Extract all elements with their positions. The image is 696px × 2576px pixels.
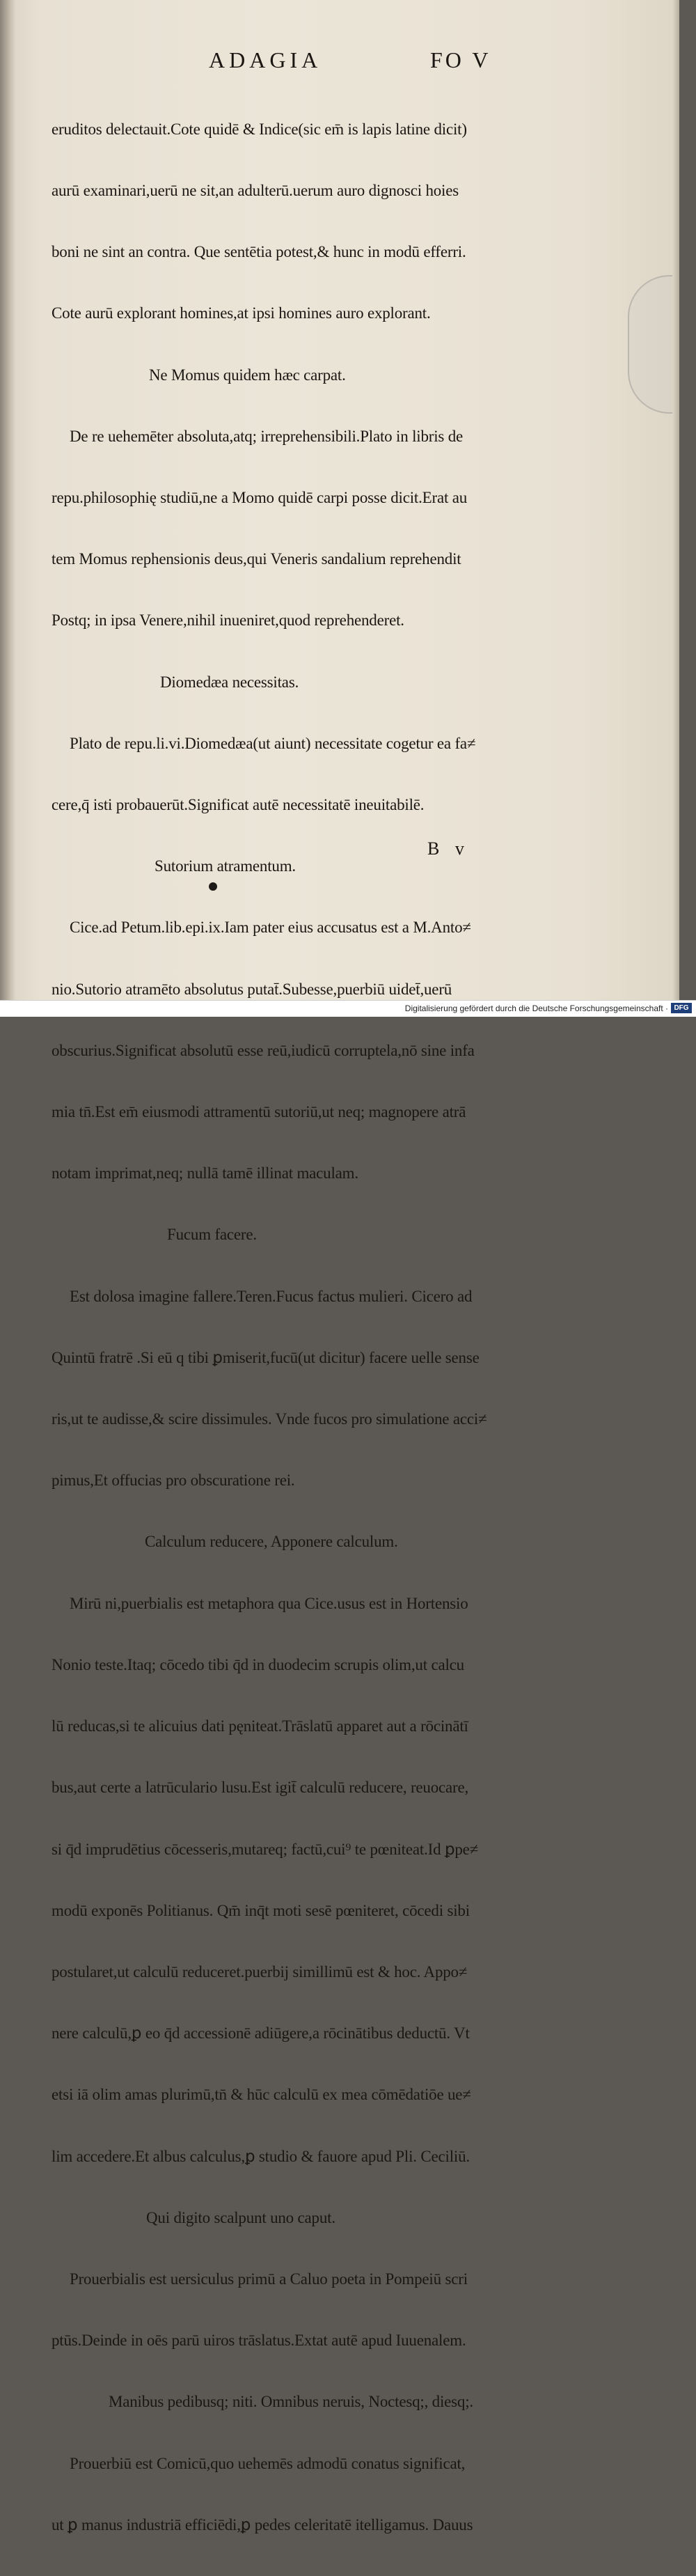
text-line: obscurius.Significat absolutū esse reū,iudicū corruptela,nō sine infa xyxy=(52,1041,475,1059)
text-line: etsi iā olim amas plurimū,tn̄ & hūc calculū ex mea cōmēdatiōe ue≠ xyxy=(52,2086,471,2104)
folio-number: FO V xyxy=(430,47,491,72)
page-tab-mark xyxy=(628,275,672,414)
text-line: Prouerbiū est Comicū,quo uehemēs admodū conatus significat, xyxy=(70,2454,466,2472)
page-binding-shadow xyxy=(0,0,15,1000)
text-line: Est dolosa imagine fallere.Teren.Fucus factus mulieri. Cicero ad xyxy=(70,1287,473,1305)
funding-credit: Digitalisierung gefördert durch die Deutsche Forschungsgemeinschaft · xyxy=(404,1004,668,1013)
adage-heading: Qui digito scalpunt uno caput. xyxy=(146,2208,335,2226)
body-text xyxy=(52,78,539,2576)
text-line: Prouerbialis est uersiculus primū a Caluo poeta in Pompeiū scri xyxy=(70,2270,468,2288)
text-line: Cice.ad Petum.lib.epi.ix.Iam pater eius accusatus est a M.Anto≠ xyxy=(70,919,471,937)
text-line: repu.philosophię studiū,ne a Momo quidē carpi posse dicit.Erat au xyxy=(52,489,468,507)
adage-heading: Sutorium atramentum. xyxy=(155,857,296,875)
text-line: pimus,Et offucias pro obscuratione rei. xyxy=(52,1472,295,1490)
text-line: si q̄d imprudētius cōcesseris,mutareq; factū,cui⁹ te pœniteat.Id ꝑpe≠ xyxy=(52,1840,479,1858)
text-line: Plato de repu.li.vi.Diomedæa(ut aiunt) necessitate cogetur ea fa≠ xyxy=(70,734,476,752)
footer-bar xyxy=(0,1000,696,1017)
text-line: ris,ut te audisse,& scire dissimules. Vnde fucos pro simulatione acci≠ xyxy=(52,1410,487,1428)
text-line: cere,q̄ isti probauerūt.Significat autē necessitatē ineuitabilē. xyxy=(52,796,425,814)
text-line: De re uehemēter absoluta,atq; irreprehensibili.Plato in libris de xyxy=(70,427,464,445)
ink-dot xyxy=(209,882,217,891)
text-line: modū exponēs Politianus. Qm̄ inq̄t moti sesē pœniteret, cōcedi sibi xyxy=(52,1901,470,1919)
text-line: Quintū fratrē .Si eū q tibi ꝑmiserit,fucū(ut dicitur) facere uelle sense xyxy=(52,1348,480,1366)
text-line: postularet,ut calculū reduceret.puerbij simillimū est & hoc. Appo≠ xyxy=(52,1962,468,1981)
page-header xyxy=(209,47,501,77)
adage-heading: Calculum reducere, Apponere calculum. xyxy=(145,1533,398,1551)
text-line: aurū examinari,uerū ne sit,an adulterū.uerum auro dignosci hoies xyxy=(52,182,459,200)
text-line: boni ne sint an contra. Que sentētia potest,& hunc in modū efferri. xyxy=(52,243,466,261)
running-title: ADAGIA xyxy=(209,47,322,72)
text-line: bus,aut certe a latrūculario lusu.Est igit̄ calculū reducere, reuocare, xyxy=(52,1779,469,1797)
text-line: notam imprimat,neq; nullā tamē illinat maculam. xyxy=(52,1164,358,1182)
adage-heading: Fucum facere. xyxy=(167,1226,257,1244)
page-edge-shadow xyxy=(672,0,679,1000)
text-line: tem Momus rephensionis deus,qui Veneris sandalium reprehendit xyxy=(52,550,461,568)
adage-heading: Manibus pedibusq; niti. Omnibus neruis, Noctesq;, diesq;. xyxy=(109,2393,473,2411)
adage-heading: Ne Momus quidem hæc carpat. xyxy=(149,366,346,384)
signature-mark: B v xyxy=(427,838,470,859)
text-line: lū reducas,si te alicuius dati pęniteat.Trāslatū apparet aut a rōcinātī xyxy=(52,1717,468,1735)
text-line: nere calculū,ꝑ eo q̄d accessionē adiūgere,a rōcinātibus deductū. Vt xyxy=(52,2024,470,2043)
text-line: ptūs.Deinde in oēs parū uiros trāslatus.Extat autē apud Iuuenalem. xyxy=(52,2332,466,2350)
text-line: Cote aurū explorant homines,at ipsi homines auro explorant. xyxy=(52,304,431,322)
text-line: Mirū ni,puerbialis est metaphora qua Cice.usus est in Hortensio xyxy=(70,1594,468,1612)
text-line: nio.Sutorio atramēto absolutus putat̄.Subesse,puerbiū uidet̄,uerū xyxy=(52,980,452,998)
text-line: eruditos delectauit.Cote quidē & Indice(sic em̄ is lapis latine dicit) xyxy=(52,120,467,138)
text-line: Nonio teste.Itaq; cōcedo tibi q̄d in duodecim scrupis olim,ut calcu xyxy=(52,1655,464,1673)
text-line: lim accedere.Et albus calculus,ꝑ studio & fauore apud Pli. Ceciliū. xyxy=(52,2147,470,2165)
adage-heading: Diomedæa necessitas. xyxy=(160,673,299,691)
text-line: ut ꝑ manus industriā efficiēdi,ꝑ pedes celeritatē itelligamus. Dauus xyxy=(52,2515,473,2534)
dfg-logo-icon: DFG xyxy=(671,1003,692,1013)
text-line: mia tn̄.Est em̄ eiusmodi attramentū sutoriū,ut neq; magnopere atrā xyxy=(52,1103,466,1121)
text-line: Postq; in ipsa Venere,nihil inueniret,quod reprehenderet. xyxy=(52,611,404,630)
